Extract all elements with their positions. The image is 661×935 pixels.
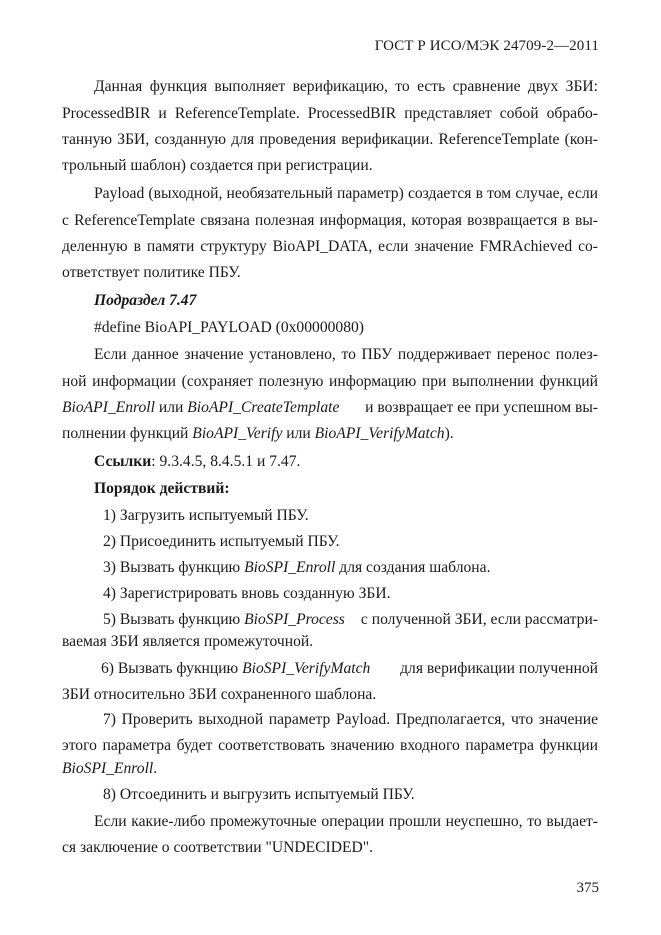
paragraph-line: ся заключение о соответствии "UNDECIDED".: [62, 839, 374, 856]
procedure-step: [62, 557, 598, 579]
references-label: Ссылки: [94, 453, 152, 470]
text-run: 6) Вызвать фукнцию: [101, 660, 243, 677]
page-number: 375: [576, 880, 599, 896]
function-name: BioAPI_Verify: [192, 425, 283, 442]
text-run: с полученной ЗБИ, если рассматри-: [357, 611, 598, 628]
paragraph-line: трольный шаблон) создается при регистрации.: [62, 157, 373, 174]
text-run: .: [153, 760, 158, 777]
procedure-step-continued: этого параметра будет соответствовать значению входного параметра функции: [62, 737, 598, 754]
text-run: для создания шаблона.: [335, 559, 491, 576]
procedure-step-continued: ЗБИ относительно ЗБИ сохраненного шаблона.: [62, 686, 377, 703]
function-name: BioSPI_Enroll: [62, 760, 154, 777]
procedure-step: [62, 609, 598, 631]
paragraph-line: ProcessedBIR и ReferenceTemplate. ProcessedBIR представляет собой обрабо-: [62, 105, 598, 122]
references-line: [62, 451, 598, 473]
procedure-step-continued: ваемая ЗБИ является промежуточной.: [62, 633, 314, 650]
procedure-title: Порядок действий:: [94, 480, 230, 497]
paragraph-line: [62, 423, 598, 445]
text-run: полнении функций: [62, 425, 193, 442]
paragraph-line: ной информации (сохраняет полезную информацию при выполнении функций: [62, 373, 598, 390]
paragraph-line: Данная функция выполняет верификацию, то есть сравнение двух ЗБИ:: [94, 78, 598, 95]
function-name: BioSPI_Process: [244, 611, 345, 628]
text-run: для верификации полученной: [396, 660, 598, 677]
procedure-step: 1) Загрузить испытуемый ПБУ.: [103, 507, 309, 524]
function-name: BioAPI_Enroll: [62, 399, 155, 416]
paragraph-line: [62, 397, 598, 419]
subsection-title: Подраздел 7.47: [94, 292, 197, 309]
references-text: : 9.3.4.5, 8.4.5.1 и 7.47.: [151, 453, 301, 470]
procedure-step: 2) Присоединить испытуемый ПБУ.: [103, 533, 340, 550]
text-run: ).: [444, 425, 454, 442]
page-header: ГОСТ Р ИСО/МЭК 24709-2—2011: [374, 38, 599, 54]
paragraph-line: Если данное значение установлено, то ПБУ поддерживает перенос полез-: [94, 346, 598, 363]
procedure-step: 8) Отсоединить и выгрузить испытуемый ПБУ.: [103, 786, 415, 803]
procedure-step-continued: [62, 758, 598, 780]
paragraph-line: с ReferenceTemplate связана полезная информация, которая возвращается в вы-: [62, 212, 598, 229]
text-run: и возвращает ее при успешном вы-: [361, 399, 598, 416]
text-run: или: [154, 399, 188, 416]
procedure-step: 7) Проверить выходной параметр Payload. Предполагается, что значение: [103, 711, 598, 728]
define-line: #define BioAPI_PAYLOAD (0x00000080): [94, 319, 365, 336]
paragraph-line: деленную в памяти структуру BioAPI_DATA, если значение FMRAchieved со-: [62, 238, 598, 255]
procedure-step: 4) Зарегистрировать вновь созданную ЗБИ.: [103, 585, 391, 602]
text-run: 3) Вызвать функцию: [103, 559, 245, 576]
function-name: BioSPI_Enroll: [244, 559, 336, 576]
paragraph-line: Если какие-либо промежуточные операции прошли неуспешно, то выдает-: [94, 813, 598, 830]
procedure-step: [62, 658, 598, 680]
paragraph-line: танную ЗБИ, созданную для проведения верификации. ReferenceTemplate (кон-: [62, 131, 598, 148]
text-run: 5) Вызвать функцию: [103, 611, 245, 628]
function-name: BioAPI_CreateTemplate: [187, 399, 340, 416]
paragraph-line: ответствует политике ПБУ.: [62, 264, 241, 281]
function-name: BioSPI_VerifyMatch: [242, 660, 371, 677]
paragraph-line: Payload (выходной, необязательный параметр) создается в том случае, если: [94, 185, 598, 202]
function-name: BioAPI_VerifyMatch: [314, 425, 445, 442]
text-run: или: [282, 425, 315, 442]
